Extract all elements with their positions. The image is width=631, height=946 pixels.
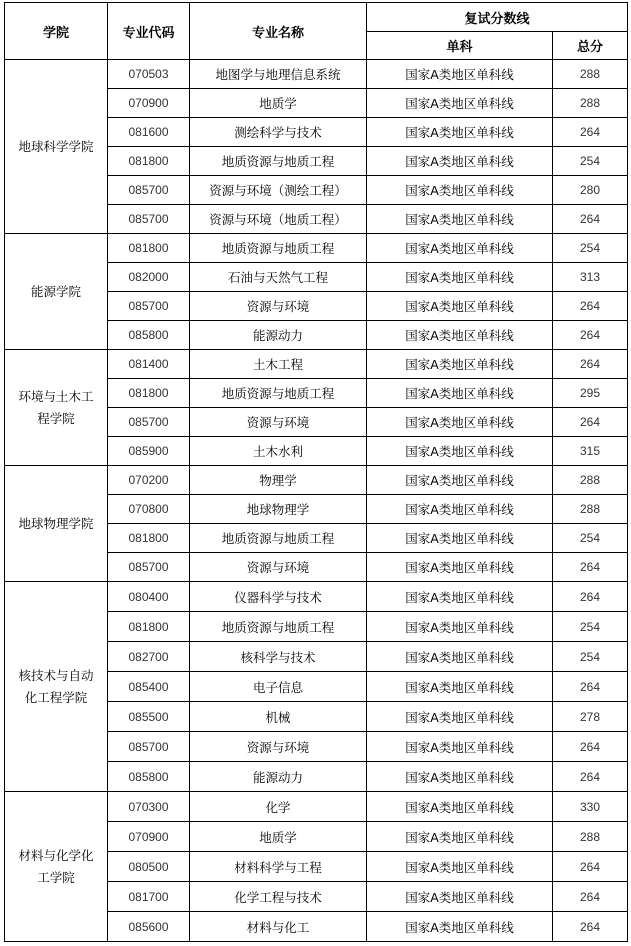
total-score-cell: 264 — [553, 205, 628, 234]
total-score-cell: 264 — [553, 408, 628, 437]
code-cell: 085700 — [108, 732, 190, 762]
major-cell: 资源与环境（地质工程） — [190, 205, 367, 234]
single-subject-line-cell: 国家A类地区单科线 — [367, 852, 553, 882]
single-subject-line-cell: 国家A类地区单科线 — [367, 379, 553, 408]
major-cell: 测绘科学与技术 — [190, 118, 367, 147]
code-cell: 081800 — [108, 147, 190, 176]
single-subject-line-cell: 国家A类地区单科线 — [367, 792, 553, 822]
major-cell: 材料科学与工程 — [190, 852, 367, 882]
single-subject-line-cell: 国家A类地区单科线 — [367, 437, 553, 466]
total-score-cell: 264 — [553, 118, 628, 147]
single-subject-line-cell: 国家A类地区单科线 — [367, 762, 553, 792]
single-subject-line-cell: 国家A类地区单科线 — [367, 118, 553, 147]
code-cell: 085700 — [108, 292, 190, 321]
code-cell: 081800 — [108, 234, 190, 263]
table-body — [5, 60, 628, 942]
code-cell: 085700 — [108, 176, 190, 205]
header-college: 学院 — [5, 3, 108, 60]
single-subject-line-cell: 国家A类地区单科线 — [367, 582, 553, 612]
major-cell: 能源动力 — [190, 321, 367, 350]
code-cell: 070300 — [108, 792, 190, 822]
code-cell: 085800 — [108, 321, 190, 350]
major-cell: 核科学与技术 — [190, 642, 367, 672]
major-cell: 地质资源与地质工程 — [190, 234, 367, 263]
total-score-cell: 280 — [553, 176, 628, 205]
major-cell: 资源与环境 — [190, 292, 367, 321]
single-subject-line-cell: 国家A类地区单科线 — [367, 263, 553, 292]
table-row — [5, 60, 628, 89]
total-score-cell: 264 — [553, 321, 628, 350]
major-cell: 电子信息 — [190, 672, 367, 702]
college-cell: 材料与化学化工学院 — [5, 792, 108, 942]
single-subject-line-cell: 国家A类地区单科线 — [367, 553, 553, 582]
score-line-table — [4, 2, 628, 942]
major-cell: 材料与化工 — [190, 912, 367, 942]
code-cell: 082700 — [108, 642, 190, 672]
header-total: 总分 — [553, 32, 628, 60]
code-cell: 085500 — [108, 702, 190, 732]
total-score-cell: 254 — [553, 524, 628, 553]
code-cell: 085600 — [108, 912, 190, 942]
code-cell: 081400 — [108, 350, 190, 379]
table-row — [5, 582, 628, 612]
total-score-cell: 264 — [553, 553, 628, 582]
code-cell: 085700 — [108, 553, 190, 582]
code-cell: 085800 — [108, 762, 190, 792]
major-cell: 化学 — [190, 792, 367, 822]
total-score-cell: 254 — [553, 234, 628, 263]
major-cell: 资源与环境 — [190, 732, 367, 762]
header-single-subject: 单科 — [367, 32, 553, 60]
code-cell: 081800 — [108, 612, 190, 642]
major-cell: 地质学 — [190, 89, 367, 118]
major-cell: 地质资源与地质工程 — [190, 524, 367, 553]
code-cell: 081700 — [108, 882, 190, 912]
total-score-cell: 264 — [553, 732, 628, 762]
total-score-cell: 313 — [553, 263, 628, 292]
single-subject-line-cell: 国家A类地区单科线 — [367, 672, 553, 702]
total-score-cell: 295 — [553, 379, 628, 408]
single-subject-line-cell: 国家A类地区单科线 — [367, 642, 553, 672]
single-subject-line-cell: 国家A类地区单科线 — [367, 205, 553, 234]
total-score-cell: 264 — [553, 292, 628, 321]
major-cell: 地质资源与地质工程 — [190, 147, 367, 176]
total-score-cell: 264 — [553, 350, 628, 379]
code-cell: 081800 — [108, 524, 190, 553]
major-cell: 能源动力 — [190, 762, 367, 792]
code-cell: 085400 — [108, 672, 190, 702]
total-score-cell: 288 — [553, 822, 628, 852]
code-cell: 070900 — [108, 822, 190, 852]
total-score-cell: 288 — [553, 60, 628, 89]
major-cell: 资源与环境 — [190, 408, 367, 437]
major-cell: 物理学 — [190, 466, 367, 495]
college-cell: 环境与土木工程学院 — [5, 350, 108, 466]
code-cell: 070200 — [108, 466, 190, 495]
code-cell: 080500 — [108, 852, 190, 882]
single-subject-line-cell: 国家A类地区单科线 — [367, 234, 553, 263]
single-subject-line-cell: 国家A类地区单科线 — [367, 408, 553, 437]
header-code: 专业代码 — [108, 3, 190, 60]
single-subject-line-cell: 国家A类地区单科线 — [367, 466, 553, 495]
code-cell: 080400 — [108, 582, 190, 612]
college-cell: 地球物理学院 — [5, 466, 108, 582]
major-cell: 地球物理学 — [190, 495, 367, 524]
college-cell: 能源学院 — [5, 234, 108, 350]
single-subject-line-cell: 国家A类地区单科线 — [367, 495, 553, 524]
major-cell: 土木水利 — [190, 437, 367, 466]
major-cell: 地质资源与地质工程 — [190, 612, 367, 642]
total-score-cell: 288 — [553, 466, 628, 495]
single-subject-line-cell: 国家A类地区单科线 — [367, 524, 553, 553]
single-subject-line-cell: 国家A类地区单科线 — [367, 612, 553, 642]
total-score-cell: 315 — [553, 437, 628, 466]
table-row — [5, 350, 628, 379]
total-score-cell: 264 — [553, 762, 628, 792]
single-subject-line-cell: 国家A类地区单科线 — [367, 822, 553, 852]
college-cell: 地球科学学院 — [5, 60, 108, 234]
major-cell: 资源与环境（测绘工程） — [190, 176, 367, 205]
major-cell: 仪器科学与技术 — [190, 582, 367, 612]
total-score-cell: 330 — [553, 792, 628, 822]
major-cell: 地质学 — [190, 822, 367, 852]
code-cell: 081600 — [108, 118, 190, 147]
major-cell: 机械 — [190, 702, 367, 732]
single-subject-line-cell: 国家A类地区单科线 — [367, 912, 553, 942]
total-score-cell: 288 — [553, 89, 628, 118]
total-score-cell: 254 — [553, 612, 628, 642]
code-cell: 070800 — [108, 495, 190, 524]
code-cell: 070503 — [108, 60, 190, 89]
major-cell: 石油与天然气工程 — [190, 263, 367, 292]
major-cell: 地质资源与地质工程 — [190, 379, 367, 408]
code-cell: 085700 — [108, 205, 190, 234]
single-subject-line-cell: 国家A类地区单科线 — [367, 147, 553, 176]
header-major: 专业名称 — [190, 3, 367, 60]
total-score-cell: 288 — [553, 495, 628, 524]
single-subject-line-cell: 国家A类地区单科线 — [367, 292, 553, 321]
total-score-cell: 264 — [553, 882, 628, 912]
total-score-cell: 264 — [553, 582, 628, 612]
major-cell: 土木工程 — [190, 350, 367, 379]
table-row — [5, 466, 628, 495]
table-row — [5, 792, 628, 822]
total-score-cell: 264 — [553, 912, 628, 942]
single-subject-line-cell: 国家A类地区单科线 — [367, 350, 553, 379]
single-subject-line-cell: 国家A类地区单科线 — [367, 60, 553, 89]
total-score-cell: 254 — [553, 642, 628, 672]
major-cell: 化学工程与技术 — [190, 882, 367, 912]
total-score-cell: 264 — [553, 672, 628, 702]
total-score-cell: 264 — [553, 852, 628, 882]
code-cell: 082000 — [108, 263, 190, 292]
single-subject-line-cell: 国家A类地区单科线 — [367, 702, 553, 732]
single-subject-line-cell: 国家A类地区单科线 — [367, 89, 553, 118]
single-subject-line-cell: 国家A类地区单科线 — [367, 882, 553, 912]
single-subject-line-cell: 国家A类地区单科线 — [367, 176, 553, 205]
single-subject-line-cell: 国家A类地区单科线 — [367, 732, 553, 762]
code-cell: 085700 — [108, 408, 190, 437]
table-row — [5, 234, 628, 263]
single-subject-line-cell: 国家A类地区单科线 — [367, 321, 553, 350]
total-score-cell: 254 — [553, 147, 628, 176]
major-cell: 地图学与地理信息系统 — [190, 60, 367, 89]
major-cell: 资源与环境 — [190, 553, 367, 582]
code-cell: 081800 — [108, 379, 190, 408]
code-cell: 070900 — [108, 89, 190, 118]
header-score-line: 复试分数线 — [367, 3, 628, 32]
code-cell: 085900 — [108, 437, 190, 466]
college-cell: 核技术与自动化工程学院 — [5, 582, 108, 792]
total-score-cell: 278 — [553, 702, 628, 732]
